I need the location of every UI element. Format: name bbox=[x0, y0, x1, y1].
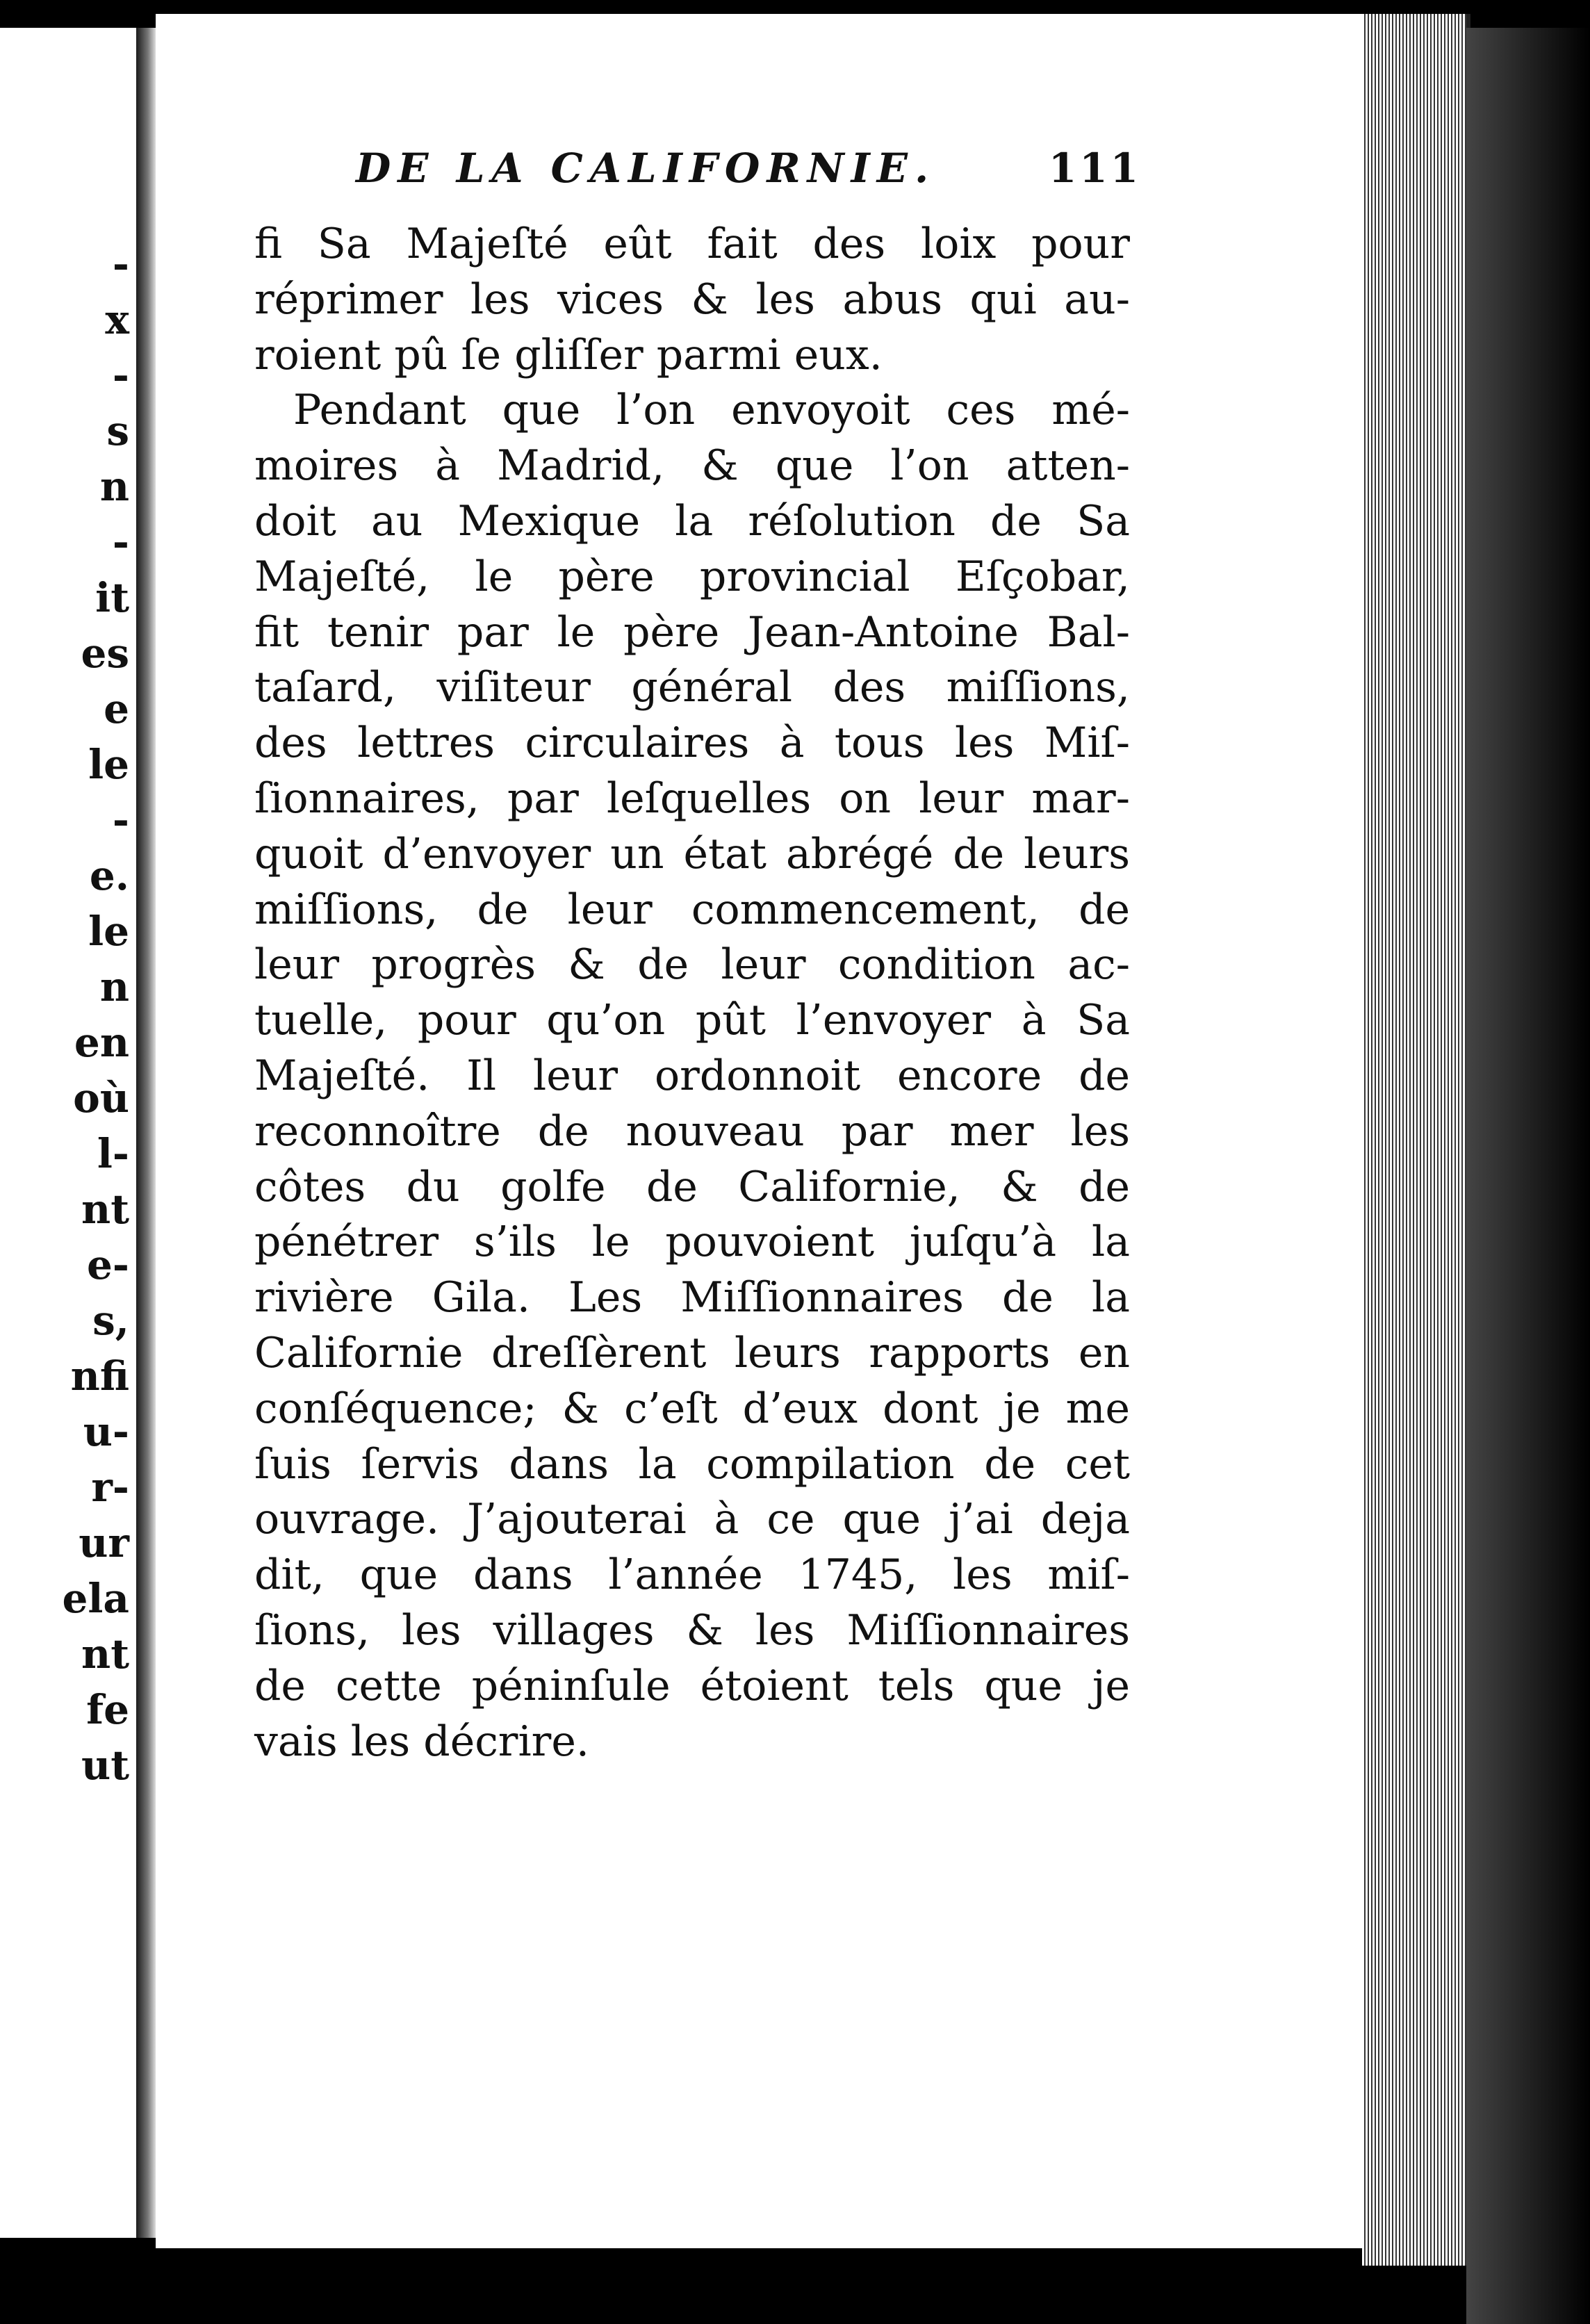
facing-page-fragment: es bbox=[81, 630, 129, 677]
text-line: leur progrès & de leur condition ac- bbox=[254, 940, 1130, 990]
text-line: ſions, les villages & les Miſſionnaires bbox=[254, 1605, 1130, 1655]
text-line: ouvrage. J’ajouterai à ce que j’ai deja bbox=[254, 1495, 1130, 1544]
facing-page-left bbox=[0, 28, 139, 2238]
text-line: quoit d’envoyer un état abrégé de leurs bbox=[254, 829, 1130, 878]
text-line: taſard, viſiteur général des miſſions, bbox=[254, 663, 1130, 712]
running-head bbox=[356, 145, 1141, 200]
text-line: rivière Gila. Les Miſſionnaires de la bbox=[254, 1273, 1130, 1323]
facing-page-text-fragments bbox=[62, 236, 129, 1793]
running-head-title: DE LA CALIFORNIE. bbox=[356, 145, 936, 192]
text-line: Majeſté, le père provincial Eſçobar, bbox=[254, 552, 1130, 601]
text-line: de cette péninſule étoient tels que je bbox=[254, 1661, 1130, 1710]
text-line: réprimer les vices & les abus qui au- bbox=[254, 275, 1130, 324]
text-line: tuelle, pour qu’on pût l’envoyer à Sa bbox=[254, 996, 1130, 1045]
facing-page-fragment: s bbox=[106, 407, 129, 455]
text-line: pénétrer s’ils le pouvoient juſqu’à la bbox=[254, 1218, 1130, 1267]
facing-page-fragment: e. bbox=[89, 852, 129, 899]
facing-page-fragment: n bbox=[99, 463, 129, 510]
text-line: ſuis ſervis dans la compilation de cet bbox=[254, 1439, 1130, 1489]
text-line: ſionnaires, par leſquelles on leur mar- bbox=[254, 774, 1130, 823]
facing-page-fragment: en bbox=[74, 1019, 129, 1066]
facing-page-fragment: r- bbox=[91, 1464, 129, 1511]
facing-page-fragment: x bbox=[105, 296, 129, 343]
book-gutter bbox=[136, 28, 156, 2238]
facing-page-fragment: - bbox=[112, 352, 129, 399]
page-number: 111 bbox=[1048, 145, 1141, 192]
text-line: côtes du golfe de Californie, & de bbox=[254, 1162, 1130, 1211]
text-line: dit, que dans l’année 1745, les miſ- bbox=[254, 1550, 1130, 1600]
facing-page-fragment: où bbox=[73, 1074, 129, 1122]
page-edge-shadow bbox=[1466, 28, 1590, 2324]
facing-page-fragment: - bbox=[112, 796, 129, 844]
facing-page-fragment: nfi bbox=[70, 1352, 129, 1400]
facing-page-fragment: ur bbox=[79, 1519, 129, 1566]
page-edge-stack bbox=[1362, 14, 1470, 2266]
facing-page-fragment: le bbox=[88, 741, 129, 788]
text-line: reconnoître de nouveau par mer les bbox=[254, 1106, 1130, 1156]
facing-page-fragment: e bbox=[104, 685, 129, 733]
facing-page-fragment: l- bbox=[97, 1130, 129, 1177]
facing-page-fragment: s, bbox=[92, 1297, 129, 1344]
facing-page-fragment: nt bbox=[81, 1630, 129, 1678]
text-line: roient pû ſe gliſſer parmi eux. bbox=[254, 330, 883, 379]
text-line: doit au Mexique la réſolution de Sa bbox=[254, 496, 1130, 546]
facing-page-fragment: - bbox=[112, 518, 129, 566]
text-line: miſſions, de leur commencement, de bbox=[254, 885, 1130, 934]
facing-page-fragment: it bbox=[95, 574, 129, 621]
text-line: Majeſté. Il leur ordonnoit encore de bbox=[254, 1051, 1130, 1100]
body-text bbox=[254, 217, 1130, 1769]
facing-page-fragment: ut bbox=[81, 1742, 129, 1789]
text-line: conſéquence; & c’eſt d’eux dont je me bbox=[254, 1384, 1130, 1433]
text-line: Californie dreſſèrent leurs rapports en bbox=[254, 1328, 1130, 1377]
text-line: moires à Madrid, & que l’on atten- bbox=[254, 441, 1130, 491]
facing-page-fragment: ela bbox=[62, 1575, 129, 1622]
facing-page-fragment: u- bbox=[83, 1408, 129, 1455]
facing-page-fragment: n bbox=[99, 963, 129, 1010]
text-line: des lettres circulaires à tous les Miſ- bbox=[254, 719, 1130, 768]
facing-page-fragment: nt bbox=[81, 1186, 129, 1233]
text-line: vais les décrire. bbox=[254, 1717, 589, 1766]
facing-page-fragment: le bbox=[88, 908, 129, 955]
text-line: Pendant que l’on envoyoit ces mé- bbox=[293, 386, 1130, 435]
text-line: fit tenir par le père Jean-Antoine Bal- bbox=[254, 607, 1130, 657]
text-line: fi Sa Majeſté eût fait des loix pour bbox=[254, 220, 1130, 268]
facing-page-fragment: fe bbox=[86, 1686, 129, 1733]
facing-page-fragment: e- bbox=[87, 1241, 129, 1288]
facing-page-fragment: - bbox=[112, 240, 129, 288]
